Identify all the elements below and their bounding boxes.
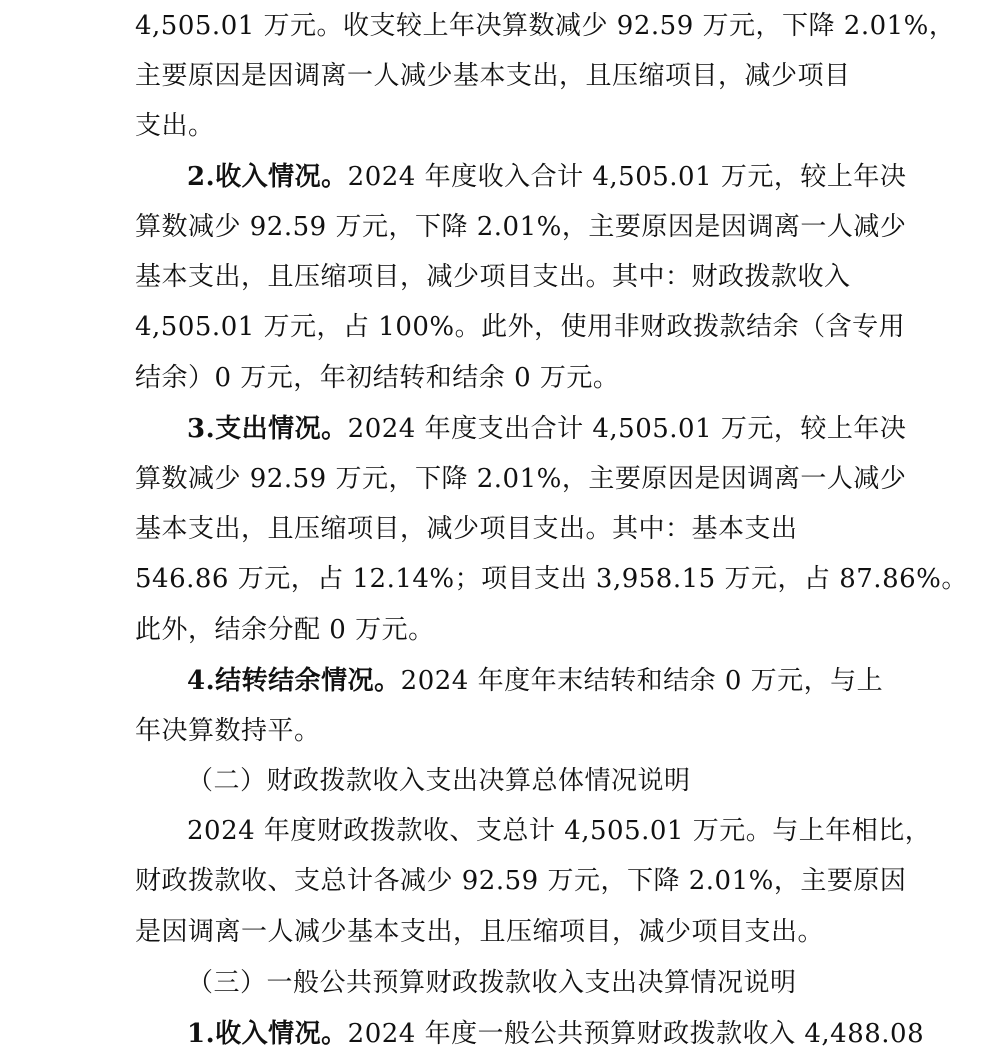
paragraph-line: 基本支出，且压缩项目，减少项目支出。其中：基本支出 <box>135 514 798 544</box>
paragraph-line <box>187 661 883 701</box>
paragraph-line: 主要原因是因调离一人减少基本支出，且压缩项目，减少项目 <box>135 61 851 91</box>
paragraph-line: 支出。 <box>135 111 215 141</box>
subsection-title: （三）一般公共预算财政拨款收入支出决算情况说明 <box>187 968 797 998</box>
paragraph-line: 算数减少 92.59 万元，下降 2.01%，主要原因是因调离一人减少 <box>135 464 907 494</box>
paragraph-line: 财政拨款收、支总计各减少 92.59 万元，下降 2.01%，主要原因 <box>135 866 907 896</box>
section-heading: 1.收入情况。 <box>187 1019 348 1049</box>
paragraph-line: 基本支出，且压缩项目，减少项目支出。其中：财政拨款收入 <box>135 262 851 292</box>
paragraph-line <box>187 1014 924 1054</box>
paragraph-text: 2024 年度年末结转和结余 0 万元，与上 <box>400 666 884 696</box>
section-heading: 4.结转结余情况。 <box>187 666 401 696</box>
subsection-title: （二）财政拨款收入支出决算总体情况说明 <box>187 766 691 796</box>
paragraph-line <box>187 409 906 449</box>
paragraph-line: 此外，结余分配 0 万元。 <box>135 615 435 645</box>
paragraph-line: 结余）0 万元，年初结转和结余 0 万元。 <box>135 363 620 393</box>
paragraph-line: 年决算数持平。 <box>135 716 321 746</box>
paragraph-line: 算数减少 92.59 万元，下降 2.01%，主要原因是因调离一人减少 <box>135 212 907 242</box>
section-heading: 2.收入情况。 <box>187 162 348 192</box>
paragraph-line: 4,505.01 万元，占 100%。此外，使用非财政拨款结余（含专用 <box>135 312 906 342</box>
paragraph-text: 2024 年度支出合计 4,505.01 万元，较上年决 <box>347 414 907 444</box>
paragraph-line <box>187 157 906 197</box>
paragraph-line: 2024 年度财政拨款收、支总计 4,505.01 万元。与上年相比， <box>187 816 932 846</box>
paragraph-text: 2024 年度收入合计 4,505.01 万元，较上年决 <box>347 162 907 192</box>
paragraph-line: 是因调离一人减少基本支出，且压缩项目，减少项目支出。 <box>135 917 825 947</box>
section-heading: 3.支出情况。 <box>187 414 348 444</box>
paragraph-text: 2024 年度一般公共预算财政拨款收入 4,488.08 <box>347 1019 925 1049</box>
paragraph-line: 4,505.01 万元。收支较上年决算数减少 92.59 万元，下降 2.01%， <box>135 11 956 41</box>
paragraph-line: 546.86 万元，占 12.14%；项目支出 3,958.15 万元，占 87.86%。 <box>135 564 968 594</box>
